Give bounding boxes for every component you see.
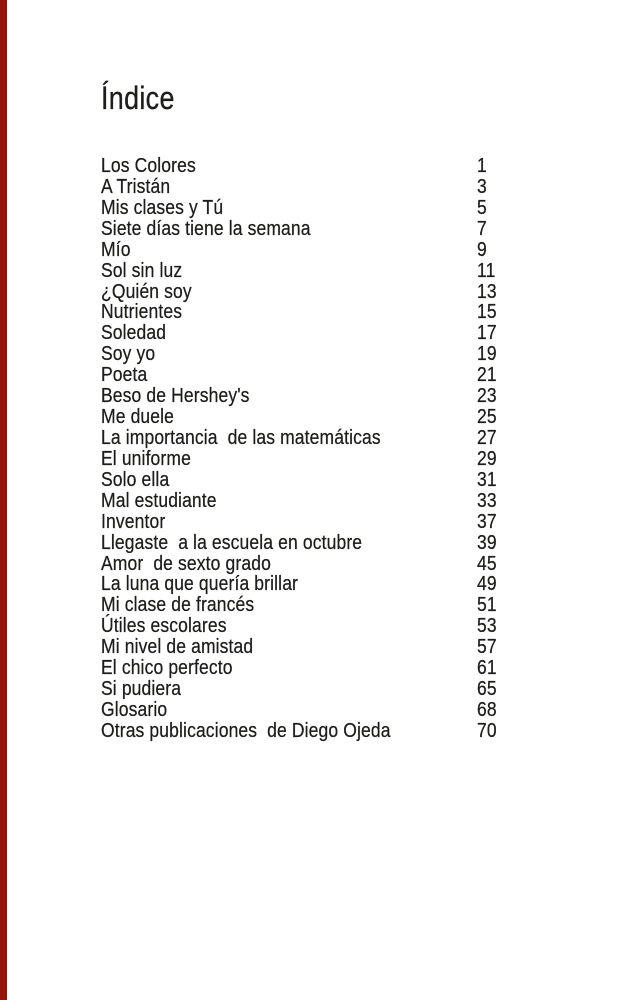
toc-entry-title: Mis clases y Tú [101,196,224,219]
toc-entry-title: Mal estudiante [101,489,217,512]
toc-row [101,365,561,386]
toc-entry-page-number: 39 [477,531,497,554]
toc-entry-page-number: 17 [477,322,497,345]
toc-entry-page-number: 45 [477,552,497,575]
toc-row [101,198,561,219]
toc-entry-title: Soledad [101,322,167,345]
toc-entry-page-number: 70 [477,719,497,742]
toc-row [101,533,561,554]
toc-entry-title: Otras publicaciones de Diego Ojeda [101,719,391,742]
toc-entry-page-number: 21 [477,364,497,387]
toc-entry-title: El uniforme [101,447,191,470]
toc-entry-title: Mío [101,238,131,261]
toc-entry-title: La importancia de las matemáticas [101,426,381,449]
toc-entry-page-number: 33 [477,489,497,512]
toc-entry-title: Los Colores [101,155,196,177]
toc-row [101,595,561,616]
toc-entry-title: Útiles escolares [101,615,227,638]
toc-entry-title: Mi nivel de amistad [101,636,254,659]
toc-entry-title: Mi clase de francés [101,594,255,617]
toc-entry-title: Me duele [101,406,175,429]
toc-entry-title: Sol sin luz [101,259,183,282]
toc-entry-page-number: 19 [477,343,497,366]
toc-entry-title: Amor de sexto grado [101,552,271,575]
toc-row [101,616,561,637]
toc-row [101,386,561,407]
toc-row [101,679,561,700]
toc-row [101,574,561,595]
toc-entry-page-number: 23 [477,385,497,408]
toc-entry-title: Glosario [101,698,168,721]
toc-entry-title: ¿Quién soy [101,280,192,303]
toc-entry-title: Beso de Hershey's [101,385,250,408]
toc-entry-title: Solo ella [101,468,170,491]
toc-entry-page-number: 11 [477,259,496,282]
toc-row [101,700,561,721]
toc-entry-page-number: 1 [477,155,487,177]
toc-entry-title: Siete días tiene la semana [101,217,311,240]
toc-row [101,554,561,575]
toc-row [101,282,561,303]
toc-entry-page-number: 68 [477,698,497,721]
toc-entry-page-number: 9 [477,238,487,261]
toc-row [101,219,561,240]
toc-row [101,721,561,742]
toc-entry-title: Poeta [101,364,148,387]
toc-entry-page-number: 5 [477,196,487,219]
left-red-cover-bar [0,0,7,1000]
toc-row [101,407,561,428]
toc-entry-page-number: 53 [477,615,497,638]
toc-row [101,512,561,533]
toc-entry-title: El chico perfecto [101,657,233,680]
toc-entry-title: Inventor [101,510,166,533]
toc-entry-page-number: 15 [477,301,497,324]
toc-entry-page-number: 27 [477,426,497,449]
toc-entry-page-number: 31 [477,468,497,491]
toc-entry-page-number: 61 [477,657,497,680]
toc-entry-title: Si pudiera [101,678,182,701]
toc-entry-page-number: 13 [477,280,497,303]
toc-row [101,344,561,365]
toc-entry-page-number: 3 [477,175,487,198]
toc-row [101,240,561,261]
toc-entry-page-number: 65 [477,678,497,701]
toc-row [101,302,561,323]
toc-entry-page-number: 25 [477,406,497,429]
toc-row [101,637,561,658]
toc-entry-page-number: 51 [477,594,497,617]
toc-row [101,323,561,344]
toc-entry-page-number: 7 [477,217,487,240]
toc-row [101,428,561,449]
toc-entry-title: A Tristán [101,175,171,198]
toc-entry-title: Llegaste a la escuela en octubre [101,531,363,554]
toc-row [101,177,561,198]
toc-entry-page-number: 49 [477,573,497,596]
toc-row [101,261,561,282]
toc-entry-title: La luna que quería brillar [101,573,299,596]
toc-row [101,470,561,491]
toc-row [101,156,561,177]
page-title: Índice [101,80,175,116]
toc-row [101,491,561,512]
toc-entry-title: Soy yo [101,343,156,366]
toc-row [101,449,561,470]
toc-entry-page-number: 57 [477,636,497,659]
table-of-contents [101,156,561,742]
toc-entry-title: Nutrientes [101,301,183,324]
toc-row [101,658,561,679]
toc-entry-page-number: 37 [477,510,497,533]
toc-entry-page-number: 29 [477,447,497,470]
